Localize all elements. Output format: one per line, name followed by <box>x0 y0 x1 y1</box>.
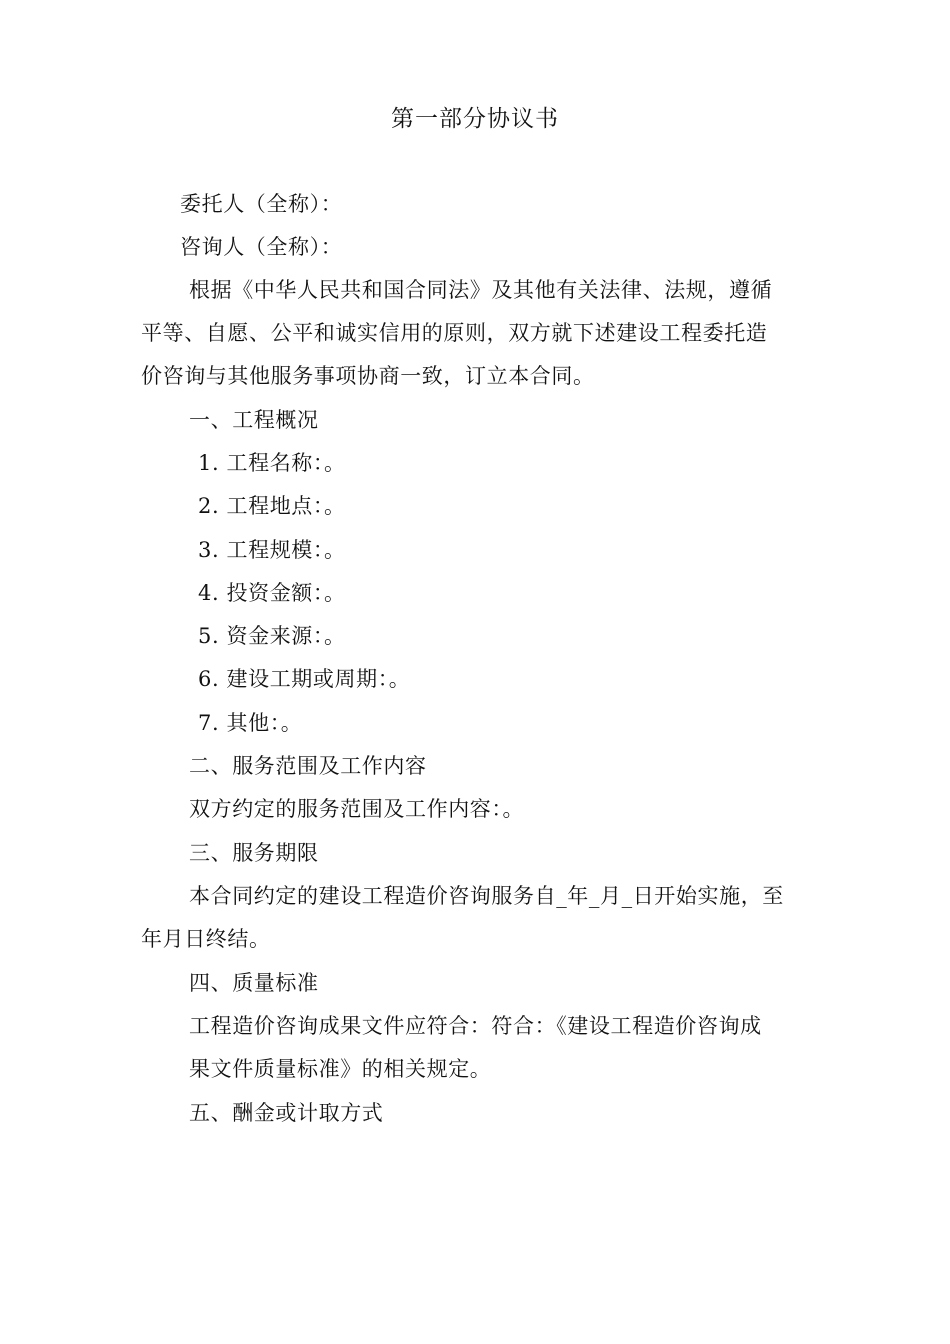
paragraph-line: 本合同约定的建设工程造价咨询服务自_年_月_日开始实施，至 <box>189 884 784 908</box>
consultant-line: 咨询人（全称）： <box>180 235 343 259</box>
preamble-line-1: 根据《中华人民共和国合同法》及其他有关法律、法规，遵循 <box>189 278 773 302</box>
paragraph-line: 果文件质量标准》的相关规定。 <box>189 1057 492 1081</box>
list-item: 2. 工程地点：。 <box>198 494 346 518</box>
section-heading-3: 三、服务期限 <box>189 841 319 865</box>
section-heading-4: 四、质量标准 <box>189 971 319 995</box>
list-item: 5. 资金来源：。 <box>198 624 346 648</box>
preamble-line-3: 价咨询与其他服务事项协商一致，订立本合同。 <box>141 364 595 388</box>
list-item: 4. 投资金额：。 <box>198 581 346 605</box>
section-heading-5: 五、酬金或计取方式 <box>189 1101 384 1125</box>
paragraph-line: 年月日终结。 <box>141 927 271 951</box>
list-item: 1. 工程名称：。 <box>198 451 346 475</box>
paragraph-line: 双方约定的服务范围及工作内容：。 <box>189 797 525 821</box>
section-heading-2: 二、服务范围及工作内容 <box>189 754 427 778</box>
document-title: 第一部分协议书 <box>391 106 559 132</box>
list-item: 6. 建设工期或周期：。 <box>198 667 411 691</box>
list-item: 7. 其他：。 <box>198 711 303 735</box>
preamble-line-2: 平等、自愿、公平和诚实信用的原则，双方就下述建设工程委托造 <box>141 321 768 345</box>
paragraph-line: 工程造价咨询成果文件应符合：符合：《建设工程造价咨询成 <box>189 1014 762 1038</box>
section-heading-1: 一、工程概况 <box>189 408 319 432</box>
list-item: 3. 工程规模：。 <box>198 538 346 562</box>
client-line: 委托人（全称）： <box>180 192 343 216</box>
